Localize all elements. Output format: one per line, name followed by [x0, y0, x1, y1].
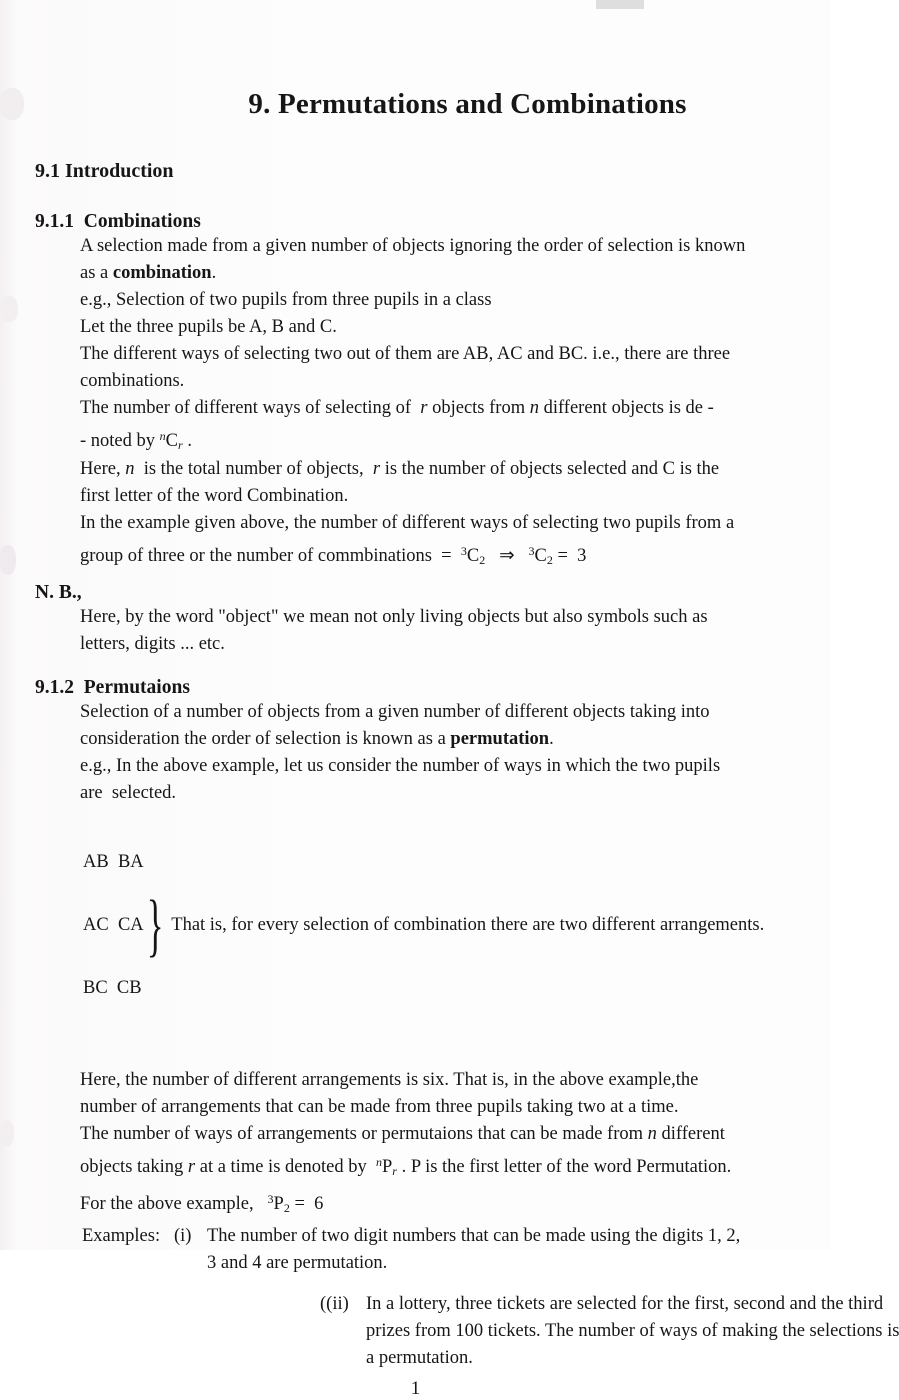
text-line: letters, digits ... etc. — [80, 634, 225, 654]
arrangement-row: BC CB — [83, 978, 142, 998]
text-line: In a lottery, three tickets are selected for the first, second and the third — [366, 1294, 884, 1314]
example-i — [82, 1223, 831, 1250]
text-line: The number of different ways of selecting of r objects from n different objects is de - — [80, 398, 714, 418]
scan-artifact — [596, 0, 644, 9]
text-line: The number of ways of arrangements or permutaions that can be made from n different — [80, 1124, 725, 1144]
text-line: consideration the order of selection is known as a permutation. — [80, 729, 554, 749]
examples-label: Examples: — [82, 1226, 161, 1246]
text-line: Here, n is the total number of objects, r is the number of objects selected and C is the — [80, 459, 720, 479]
text-line: as a combination. — [80, 263, 217, 283]
example-ii-marker: ((ii) — [320, 1294, 349, 1314]
example-ii-text — [366, 1291, 899, 1372]
nota-bene-heading: N. B., — [35, 582, 82, 603]
section-9-1-1-heading: 9.1.1 Combinations — [35, 211, 201, 232]
text-line: The number of two digit numbers that can be made using the digits 1, 2, — [207, 1226, 741, 1246]
scan-artifact — [0, 296, 18, 322]
text-line: first letter of the word Combination. — [80, 486, 349, 506]
text-line: e.g., Selection of two pupils from three pupils in a class — [80, 290, 492, 310]
brace-note: That is, for every selection of combination there are two different arrangements. — [171, 915, 765, 935]
text-line: combinations. — [80, 371, 185, 391]
arrangement-row: AB BA — [83, 852, 144, 872]
text-line: In the example given above, the number of different ways of selecting two pupils from a — [80, 513, 735, 533]
text-line: A selection made from a given number of objects ignoring the order of selection is known — [80, 236, 746, 256]
text-line: number of arrangements that can be made from three pupils taking two at a time. — [80, 1097, 679, 1117]
combinations-paragraph — [80, 233, 831, 571]
discussion-paragraph — [80, 1067, 831, 1219]
examples-block — [82, 1223, 899, 1372]
text-line: Selection of a number of objects from a given number of different objects taking into — [80, 702, 710, 722]
formula-line-3c2: group of three or the number of commbinations = $^3$C2 ⇒ $^3$C2 = 3 — [80, 544, 587, 568]
text-line: Let the three pupils be A, B and C. — [80, 317, 337, 337]
example-i-marker: (i) — [174, 1226, 192, 1246]
page-number: 1 — [410, 1378, 421, 1399]
text-line: The different ways of selecting two out of them are AB, AC and BC. i.e., there are three — [80, 344, 731, 364]
text-line: e.g., In the above example, let us consider the number of ways in which the two pupils — [80, 756, 721, 776]
right-brace: } — [146, 887, 164, 964]
scan-artifact — [0, 545, 16, 575]
permutations-paragraph — [80, 699, 831, 807]
text-line: are selected. — [80, 783, 177, 803]
arrangement-pairs — [83, 810, 144, 1041]
example-ii — [320, 1291, 899, 1372]
formula-line-ncr: - noted by $^n$Cr . — [80, 429, 192, 453]
chapter-title: 9. Permutations and Combinations — [248, 88, 687, 120]
formula-line-3p2: For the above example, $^3$P2 = 6 — [80, 1192, 324, 1216]
text-line: a permutation. — [366, 1348, 473, 1368]
formula-line-npr: objects taking r at a time is denoted by $^n$Pr . P is the first letter of the word Permutation. — [80, 1155, 732, 1179]
text-line: 3 and 4 are permutation. — [207, 1253, 388, 1273]
section-9-1-heading: 9.1 Introduction — [35, 160, 174, 182]
section-9-1-2-heading: 9.1.2 Permutaions — [35, 677, 190, 698]
text-line: prizes from 100 tickets. The number of ways of making the selections is — [366, 1321, 899, 1341]
scan-artifact — [0, 1120, 14, 1146]
text-line: Here, by the word "object" we mean not only living objects but also symbols such as — [80, 607, 708, 627]
arrangement-brace-block — [83, 810, 831, 1041]
arrangement-row: AC CA — [83, 915, 144, 935]
nota-bene-paragraph — [80, 604, 831, 658]
text-line: Here, the number of different arrangements is six. That is, in the above example,the — [80, 1070, 699, 1090]
